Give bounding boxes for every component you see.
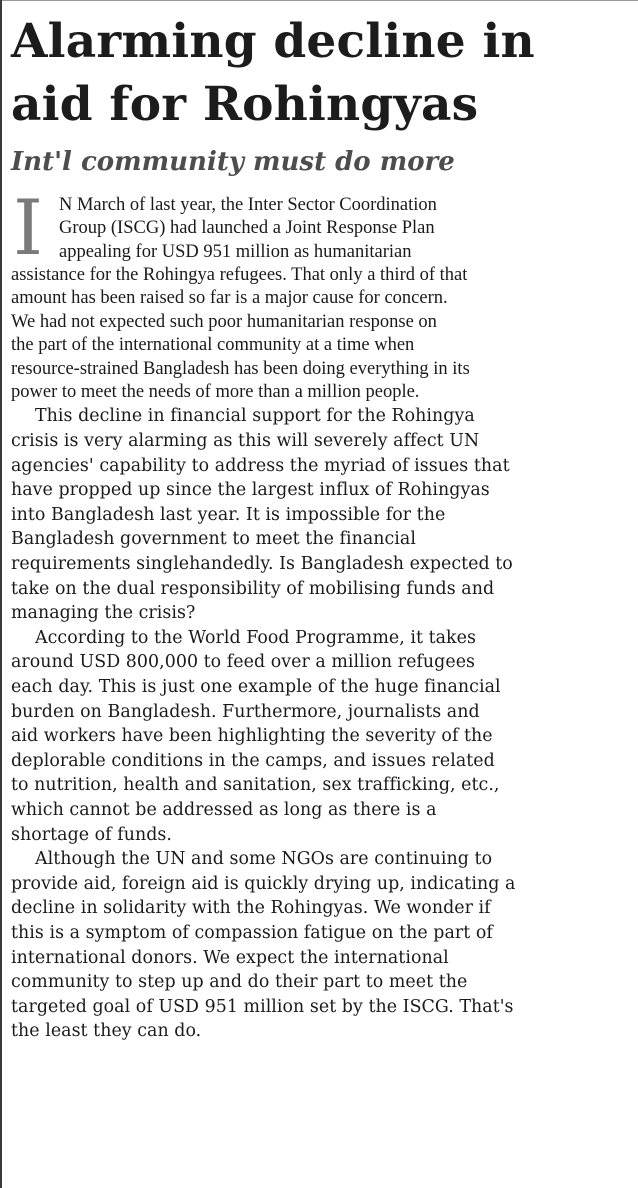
text-line: each day. This is just one example of the huge financial [11, 676, 501, 697]
dropcap-block [11, 183, 631, 272]
headline-line-1: Alarming decline in [11, 14, 535, 69]
text-line: We had not expected such poor humanitarian response on [11, 311, 437, 332]
text-line: managing the crisis? [11, 603, 196, 624]
headline-line-2: aid for Rohingyas [11, 77, 479, 132]
text-line: resource-strained Bangladesh has been doing everything in its [11, 358, 470, 379]
left-border [0, 0, 2, 1188]
text-line: This decline in financial support for the Rohingya [35, 406, 475, 427]
editorial-article [11, 10, 631, 1044]
text-line: power to meet the needs of more than a million people. [11, 382, 420, 403]
text-line: to nutrition, health and sanitation, sex trafficking, etc., [11, 775, 500, 796]
drop-cap: I [13, 183, 44, 272]
text-line: targeted goal of USD 951 million set by the ISCG. That's [11, 996, 514, 1017]
text-line: this is a symptom of compassion fatigue on the part of [11, 922, 493, 943]
text-line: crisis is very alarming as this will severely affect UN [11, 431, 480, 452]
text-line: Bangladesh government to meet the financial [11, 529, 416, 550]
paragraph-3 [11, 626, 631, 847]
text-line: community to step up and do their part to meet the [11, 972, 468, 993]
headline [11, 10, 631, 136]
text-line: Although the UN and some NGOs are continuing to [35, 849, 493, 870]
article-body [11, 183, 631, 1044]
paragraph-4 [11, 847, 631, 1044]
text-line: According to the World Food Programme, it takes [35, 627, 476, 648]
text-line: shortage of funds. [11, 824, 172, 845]
paragraph-2 [11, 404, 631, 625]
text-line: aid workers have been highlighting the severity of the [11, 726, 493, 747]
text-line: provide aid, foreign aid is quickly drying up, indicating a [11, 873, 516, 894]
text-line: requirements singlehandedly. Is Bangladesh expected to [11, 554, 513, 574]
text-line: around USD 800,000 to feed over a million refugees [11, 652, 476, 673]
text-line: which cannot be addressed as long as there is a [11, 799, 437, 820]
text-line: assistance for the Rohingya refugees. That only a third of that [11, 265, 468, 285]
text-line: Group (ISCG) had launched a Joint Response Plan [59, 218, 435, 239]
text-line: appealing for USD 951 million as humanitarian [59, 241, 412, 262]
top-rule [0, 0, 638, 1]
text-line: the least they can do. [11, 1021, 202, 1042]
paragraph-1 [11, 183, 631, 404]
text-line: international donors. We expect the international [11, 947, 449, 968]
text-line: into Bangladesh last year. It is impossible for the [11, 504, 446, 525]
text-line: amount has been raised so far is a major cause for concern. [11, 288, 448, 309]
text-line: deplorable conditions in the camps, and issues related [11, 750, 495, 771]
text-line: burden on Bangladesh. Furthermore, journalists and [11, 701, 480, 722]
text-line: take on the dual responsibility of mobilising funds and [11, 578, 495, 599]
text-line: the part of the international community at a time when [11, 335, 415, 356]
text-line: have propped up since the largest influx of Rohingyas [11, 480, 490, 501]
text-line: decline in solidarity with the Rohingyas. We wonder if [11, 898, 491, 919]
text-line: N March of last year, the Inter Sector Coordination [59, 195, 437, 215]
dropcap-lines [59, 194, 437, 264]
subheadline: Int'l community must do more [11, 147, 455, 177]
text-line: agencies' capability to address the myriad of issues that [11, 455, 510, 476]
